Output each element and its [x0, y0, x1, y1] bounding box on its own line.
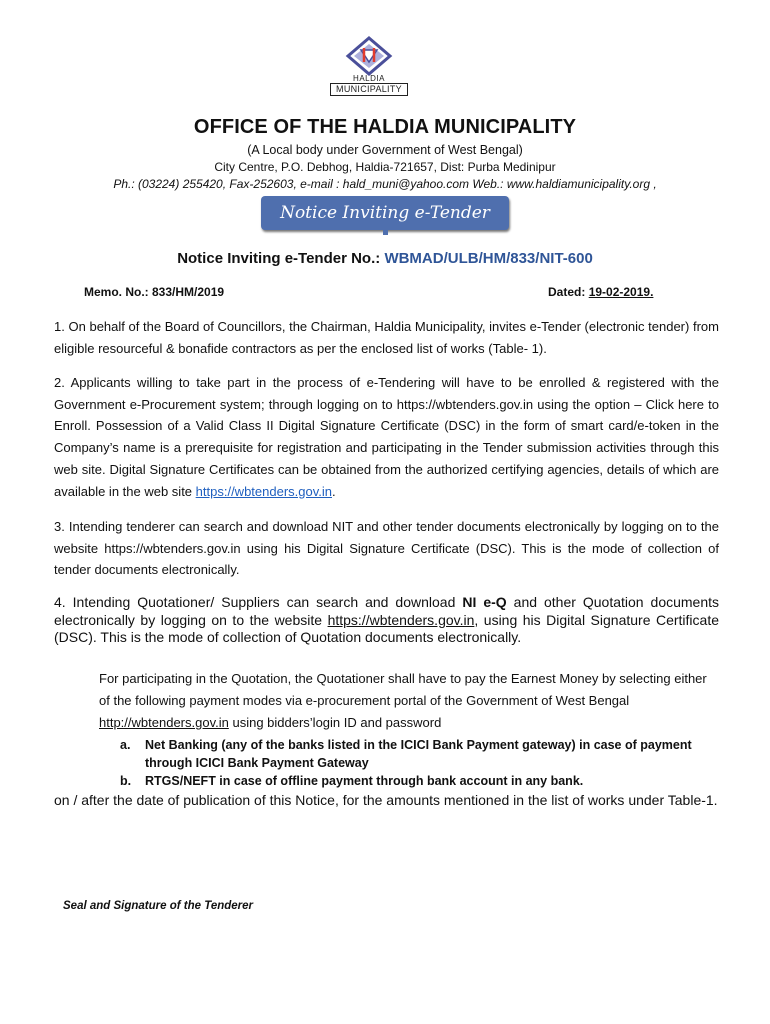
office-contact: Ph.: (03224) 255420, Fax-252603, e-mail : hald_muni@yahoo.com Web.: www.haldiamunicipality.org , [113, 177, 657, 191]
payment-option-a [120, 737, 720, 772]
seal-signature-label: Seal and Signature of the Tenderer [63, 900, 254, 912]
option-b-label: b. [120, 774, 132, 788]
haldia-municipality-logo [328, 36, 410, 96]
paragraph-2-end: . [332, 483, 336, 499]
payment-portal-link[interactable]: http://wbtenders.gov.in [99, 715, 229, 730]
memo-number: Memo. No.: 833/HM/2019 [84, 285, 225, 299]
paragraph-4-start: 4. Intending Quotationer/ Suppliers can search and download [54, 594, 456, 610]
payment-login-text: using bidders’login ID and password [232, 715, 442, 730]
notice-banner: Notice Inviting e-Tender [261, 196, 509, 230]
payment-option-b [120, 773, 720, 791]
wbtenders-link[interactable]: https://wbtenders.gov.in [195, 483, 332, 499]
logo-text-line1: HALDIA [353, 74, 385, 83]
option-b-text: RTGS/NEFT in case of offline payment through bank account in any bank. [145, 774, 584, 788]
nieq-emphasis: NI e-Q [462, 594, 507, 610]
memo-date [548, 285, 653, 299]
wbtenders-link-2[interactable]: https://wbtenders.gov.in [327, 611, 475, 628]
nit-number: WBMAD/ULB/HM/833/NIT-600 [384, 250, 593, 267]
paragraph-4 [54, 594, 719, 647]
payment-intro [99, 668, 721, 734]
logo-text-line2: MUNICIPALITY [330, 83, 408, 96]
nit-heading [0, 250, 770, 267]
nit-label: Notice Inviting e-Tender No.: [177, 250, 381, 267]
dated-value: 19-02-2019. [588, 285, 654, 299]
paragraph-4-mid: and other Quotation documents electronically by logging on to the website [54, 594, 720, 628]
office-subtitle: (A Local body under Government of West Bengal) [247, 143, 523, 157]
payment-intro-text: For participating in the Quotation, the Quotationer shall have to pay the Earnest Money by selecting either of the following payment modes via e-procurement portal of the Government of West Bengal [99, 671, 707, 708]
paragraph-1: 1. On behalf of the Board of Councillors, the Chairman, Haldia Municipality, invites e-Tender (electronic tender) from eligible resourceful & bonafide contractors as per the enclosed list of works (Table- 1). [54, 319, 719, 356]
payment-closing: on / after the date of publication of this Notice, for the amounts mentioned in the list of works under Table-1. [54, 792, 718, 808]
option-a-text: Net Banking (any of the banks listed in the ICICI Bank Payment gateway) in case of payment through ICICI Bank Payment Gateway [145, 738, 692, 770]
municipality-emblem-icon [328, 36, 410, 76]
paragraph-2 [54, 372, 719, 502]
paragraph-3: 3. Intending tenderer can search and download NIT and other tender documents electronically by logging on to the website https://wbtenders.gov.in using his Digital Signature Certificate (DSC). This is the mode of collection of tender documents electronically. [54, 519, 719, 578]
option-a-label: a. [120, 738, 131, 752]
office-title: OFFICE OF THE HALDIA MUNICIPALITY [193, 116, 577, 138]
office-address: City Centre, P.O. Debhog, Haldia-721657, Dist: Purba Medinipur [214, 160, 556, 174]
banner-pointer [383, 230, 388, 235]
paragraph-2-text: 2. Applicants willing to take part in the process of e-Tendering will have to be enrolled & registered with the Government e-Procurement system; through logging on to https://wbtenders.gov.in using the option – Click here to Enroll. Possession of a Valid Class II Digital Signature Certificate (DSC) in the form of smart card/e-token in the Company’s name is a prerequisite for registration and participating in the Tender submission activities through this web site. Digital Signature Certificates can be obtained from the authorized certifying agencies, details of which are available in the web site [54, 375, 719, 499]
dated-label: Dated: [548, 285, 586, 299]
paragraph-4-end: , using his Digital Signature Certificate (DSC). This is the mode of collection of Quotation documents electronically. [54, 611, 720, 645]
